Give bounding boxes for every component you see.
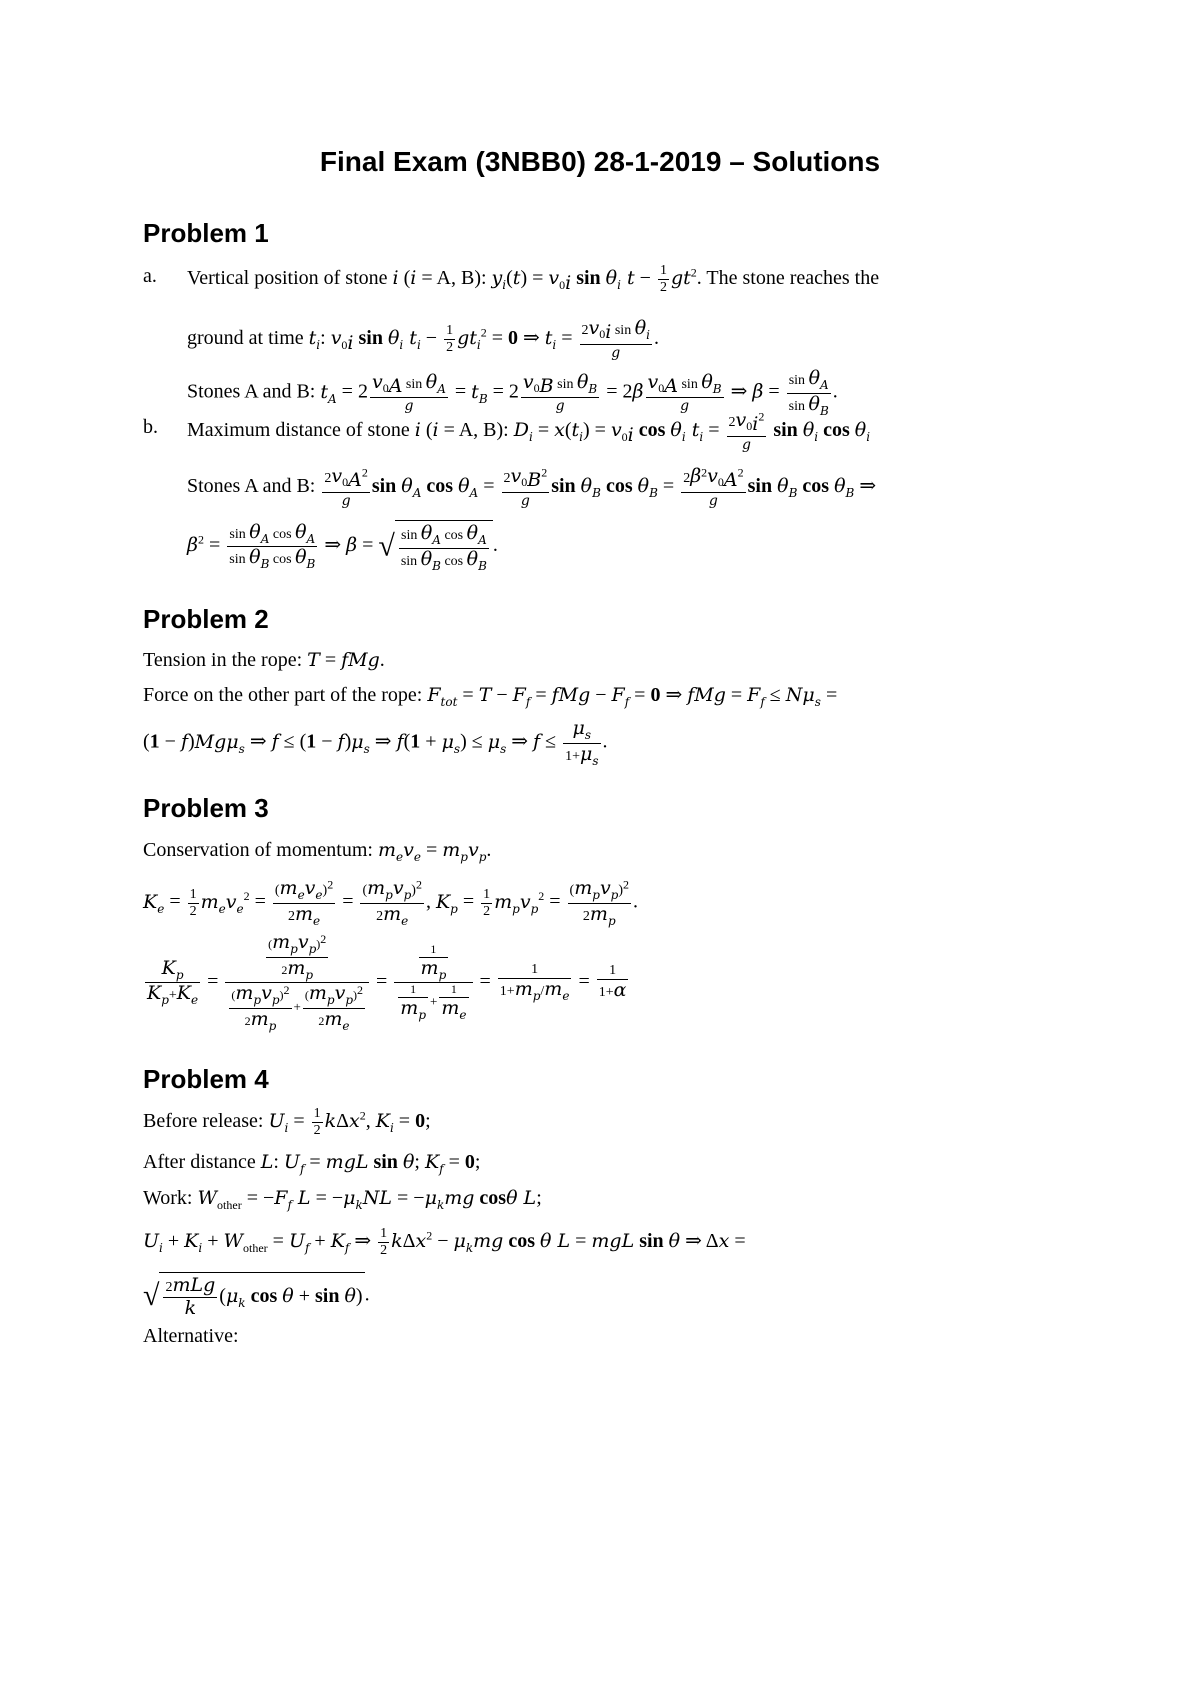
problem-1-heading: Problem 1 [143, 218, 269, 248]
part-b-label: b. [143, 416, 158, 438]
problem-4-line-5: √ 2mLg k ($\mu_k$ cos θ + sin θ) . [143, 1274, 370, 1319]
problem-2-heading: Problem 2 [143, 604, 269, 634]
problem-1b-line-3: $\beta^2$ = $\frac{\sin \theta_A \cos \theta_A}{\sin \theta_B \cos \theta_B}$ ⇒ β = √ $\frac{\sin \theta_A \cos \theta_A}{\sin \theta_B \cos \theta_B}$ . [187, 520, 498, 573]
problem-1a-line-3: Stones A and B: $t_A = 2$ $\frac{v_{0A} \sin \theta_A}{g}$ = $t_B = 2$ $\frac{v_{0B} \sin \theta_B}{g}$ = 2β $\frac{v_{0A} \sin \theta_B}{g}$ ⇒ β = $\frac{\sin \theta_A}{\sin \theta_B}$ . [187, 367, 838, 418]
problem-2-line-3: (1 − f)Mgμ$_s$ ⇒ $f \le (1 - f)\mu_s$ ⇒ $f(1 + \mu_s) \le \mu_s$ ⇒ f ≤ $\frac{\mu_s}{1+\mu_s}$ . [143, 717, 608, 768]
problem-1a-line-2: ground at time $t_i$: $v_{0i}$ $\sin \theta_i$ $t_i$ − $\frac{1}{2}$ $gt_i^2 = 0$ ⇒ $t_i$ = $\frac{2v_{0i} \sin \theta_i}{g}$ . [187, 317, 659, 361]
problem-3-heading: Problem 3 [143, 793, 269, 823]
problem-4-heading: Problem 4 [143, 1064, 269, 1094]
problem-1b-line-1: Maximum distance of stone i (i = A, B): $D_i = x(t_i) = v_{0i}$ $\cos \theta_i$ $t_i$ = $\frac{2v_{0i}^2}{g}$ $\sin \theta_i$ $\cos \theta_i$ [187, 409, 871, 453]
problem-4-line-6: Alternative: [143, 1325, 239, 1347]
part-a-label: a. [143, 265, 157, 287]
page-title: Final Exam (3NBB0) 28-1-2019 – Solutions [319, 146, 881, 177]
problem-3-line-2: $K_e$ = $\frac{1}{2}$ $m_ev_e^2$ = $(m_ev_e)^2$ $2m_e$ = $(m_pv_p)^2$ $2m_e$ , $K_p$ = $\frac{1}{2}$ $m_pv_p^2$ = $(m_pv_p)^2$ $2m_p$ . [143, 877, 639, 928]
problem-2-line-2: Force on the other part of the rope: $F_{tot} = T - F_f$ = fMg − $F_f = 0$ ⇒ fMg = $F_f \le N\mu_s$ = [143, 684, 838, 709]
problem-4-line-1: Before release: $U_i$ = $\frac{1}{2}$ kΔx$^2$, $K_i = 0$; [143, 1106, 431, 1139]
problem-4-line-2: After distance L: $U_f$ = mgL sin θ; $K_f = 0$; [143, 1151, 481, 1176]
problem-4-line-3: Work: $W_{other} = -F_f$ $L = -\mu_kNL = -\mu_kmg$ cosθ L; [143, 1187, 542, 1212]
problem-4-line-4: $U_i + K_i + W_{other} = U_f + K_f$ ⇒ $\frac{1}{2}$ $k\Delta x^2 - \mu_kmg$ cos θ L = mgL sin θ ⇒ Δx = [143, 1226, 746, 1259]
problem-2-line-1: Tension in the rope: T = fMg. [143, 649, 385, 671]
problem-3-line-1: Conservation of momentum: $m_ev_e = m_pv_p$. [143, 839, 492, 864]
problem-1b-line-2: Stones A and B: $\frac{2v_{0A}^2}{g}$ $\sin \theta_A$ $\cos \theta_A$ = $\frac{2v_{0B}^2}{g}$ $\sin \theta_B$ $\cos \theta_B$ = $\frac{2\beta^2v_{0A}^2}{g}$ $\sin \theta_B$ $\cos \theta_B$ ⇒ [187, 465, 877, 509]
problem-3-line-3: $\frac{K_p}{K_p+K_e}$ = $(m_pv_p)^2$ $2m_p$ $(m_pv_p)^2$ $2m_p$ + $(m_pv_p)^2$ $2m_e$ = $\frac{1}{m_p}$ $\frac{1}{m_p}$ + $\frac{1}{m_e}$ = $\frac{1}{1+m_p/m_e}$ = $\frac{1}{1+\alpha}$ [147, 931, 627, 1033]
problem-1a-line-1: Vertical position of stone i (i = A, B): $y_i(t) = v_{0i}$ $\sin \theta_i$ t − $\frac{1}{2}$ $gt^2$. The stone reaches the [187, 263, 880, 296]
